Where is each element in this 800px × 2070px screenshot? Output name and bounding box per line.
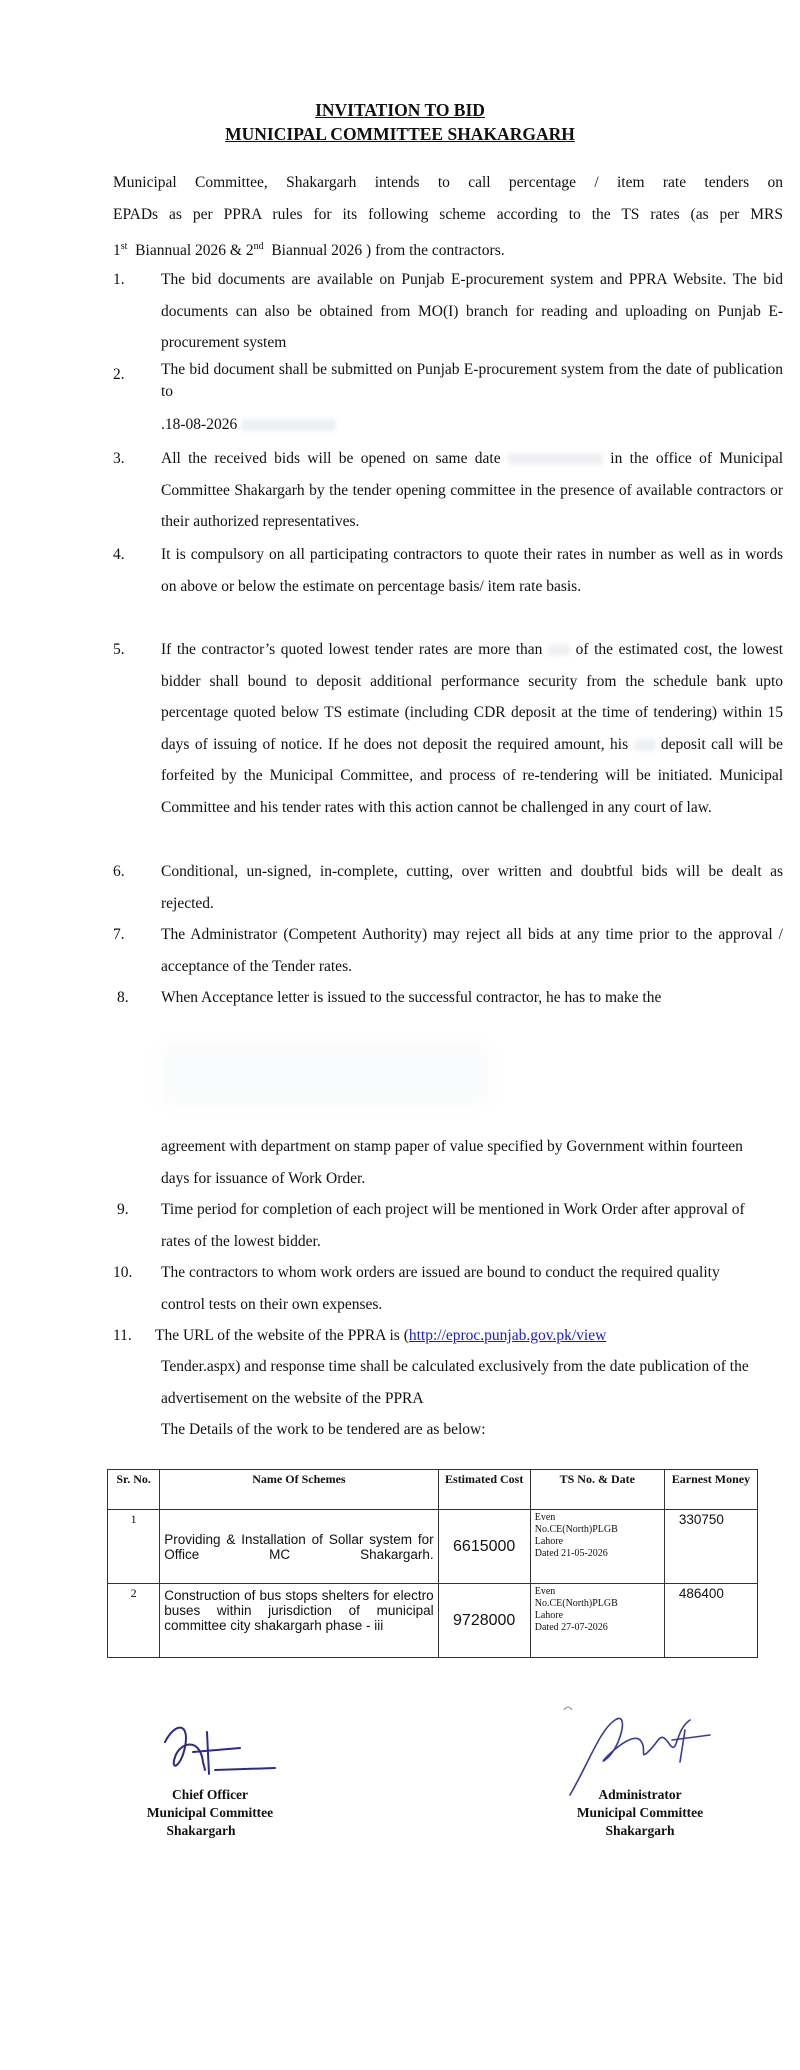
administrator-title: Administrator [598,1787,682,1802]
row-sr-no: 1 [108,1510,160,1584]
clause-text-b: Tender.aspx) and response time shall be calculated exclusively from the date publication of the advertisement on the website of the PPRA [161,1358,749,1407]
header-sr-no: Sr. No. [108,1470,160,1510]
clause-number: 7. [113,926,125,943]
clause-number: 1. [113,271,125,288]
clause-number: 11. [113,1327,132,1344]
redacted-mark [508,453,603,465]
clause-text: The bid document shall be submitted on Punjab E-procurement system from the date of publication to [161,361,783,400]
clause-text: Time period for completion of each project will be mentioned in Work Order after approval of rates of the lowest bidder. [161,1201,745,1250]
ts-line: Dated 27-07-2026 [534,1622,608,1633]
document-title: INVITATION TO BID [315,100,485,120]
intro-ordinal-1: 1 [113,242,121,260]
clause-number: 10. [113,1264,133,1281]
redacted-mark [548,644,570,656]
clause-text-b: in the office of Municipal Committee Shakargarh by the tender opening committee in the presence of available contractors or their authorized representatives. [161,450,784,530]
chief-officer-title: Chief Officer [171,1787,249,1802]
closing-date-value: .18-08-2026 [161,416,238,433]
chief-officer-block [145,1786,275,1840]
clause-text-c: deposit call will be forfeited by the Municipal Committee, and process of re-tendering will be initiated. Municipal Committee and his tender rates with this action cannot be challenged in any court of law. [161,735,784,816]
clause-number: 8. [117,989,129,1006]
intro-sup-1: st [120,241,128,252]
clause-text: Conditional, un-signed, in-complete, cutting, over written and doubtful bids will be dealt as rejected. [161,863,783,912]
clause-number: 5. [113,641,125,658]
administrator-signature [560,1700,720,1800]
closing-date [161,409,336,441]
ts-line: Even [534,1586,556,1597]
header-earnest-money: Earnest Money [664,1470,757,1510]
ts-line: No.CE(North)PLGB [534,1524,618,1535]
clause-text: When Acceptance letter is issued to the successful contractor, he has to make the [161,989,662,1006]
works-table [107,1469,758,1658]
chief-officer-signature [145,1712,285,1792]
clause-number: 6. [113,863,125,880]
clause-number: 2. [113,366,125,383]
ts-line: Dated 21-05-2026 [534,1548,608,1559]
clause-text: The Administrator (Competent Authority) may reject all bids at any time prior to the approval / acceptance of the Tender rates. [161,926,783,975]
redacted-mark [241,419,336,431]
intro-tail: Biannual 2026 ) from the contractors. [263,242,505,260]
row-earnest-money: 486400 [664,1584,757,1658]
clause-text-a: The URL of the website of the PPRA is ( [155,1327,409,1344]
table-row [108,1584,758,1658]
table-row [108,1510,758,1584]
clause-text-b: of the estimated cost, the lowest bidder shall bound to deposit additional performance security from the schedule bank upto percentage quoted below TS estimate (including CDR deposit at the time of tendering) within 15 days of issuing of notice. If he does not deposit the required amount, his [161,641,784,753]
intro-line-2: EPADs as per PPRA rules for its following scheme according to the TS rates (as per MRS [113,206,783,223]
redacted-mark [634,739,656,751]
table-header-row [108,1470,758,1510]
ts-line: No.CE(North)PLGB [534,1598,618,1609]
administrator-block [565,1786,715,1840]
header-scheme-name: Name Of Schemes [160,1470,438,1510]
row-estimated-cost: 6615000 [438,1510,530,1584]
clause-number: 3. [113,450,125,467]
row-scheme-name: Construction of bus stops shelters for electro buses within jurisdiction of municipal committee city shakargarh phase - iii [160,1584,438,1658]
header-ts-no-date: TS No. & Date [530,1470,664,1510]
clause-text-a: All the received bids will be opened on same date [161,450,501,467]
administrator-org: Municipal Committee [576,1805,704,1820]
row-scheme-name: Providing & Installation of Sollar system for Office MC Shakargarh. [160,1510,438,1584]
intro-mid: Biannual 2026 & 2 [127,242,254,260]
works-intro: The Details of the work to be tendered are as below: [161,1421,486,1438]
clause-text [161,443,783,538]
redacted-block [160,1045,490,1105]
row-ts-no-date [530,1584,664,1658]
clause-text: The bid documents are available on Punjab E-procurement system and PPRA Website. The bid documents can also be obtained from MO(I) branch for reading and uploading on Punjab E-procurement system [161,271,783,351]
clause-text-a: If the contractor’s quoted lowest tender rates are more than [161,641,543,658]
row-estimated-cost: 9728000 [438,1584,530,1658]
ts-line: Lahore [534,1610,564,1621]
clause-number: 4. [113,546,125,563]
chief-officer-place: Shakargarh [166,1823,236,1838]
row-sr-no: 2 [108,1584,160,1658]
ts-line: Lahore [534,1536,564,1547]
document-subtitle: MUNICIPAL COMMITTEE SHAKARGARH [225,124,575,144]
intro-sup-2: nd [253,241,264,252]
chief-officer-org: Municipal Committee [146,1805,274,1820]
header-estimated-cost: Estimated Cost [438,1470,530,1510]
ppra-url-link[interactable]: http://eproc.punjab.gov.pk/view [408,1327,607,1344]
clause-text [161,634,783,823]
ts-line: Even [534,1512,556,1523]
clause-text: agreement with department on stamp paper of value specified by Government within fourteen days for issuance of Work Order. [161,1138,743,1187]
clause-number: 9. [117,1201,129,1218]
clause-text: The contractors to whom work orders are issued are bound to conduct the required quality control tests on their own expenses. [161,1264,720,1313]
intro-paragraph [113,167,783,267]
intro-line-1: Municipal Committee, Shakargarh intends to call percentage / item rate tenders on [113,174,783,191]
row-earnest-money: 330750 [664,1510,757,1584]
clause-text: It is compulsory on all participating contractors to quote their rates in number as well as in words on above or below the estimate on percentage basis/ item rate basis. [161,546,783,595]
intro-line-3 [113,231,783,267]
row-ts-no-date [530,1510,664,1584]
clause-text [155,1320,755,1352]
administrator-place: Shakargarh [605,1823,675,1838]
